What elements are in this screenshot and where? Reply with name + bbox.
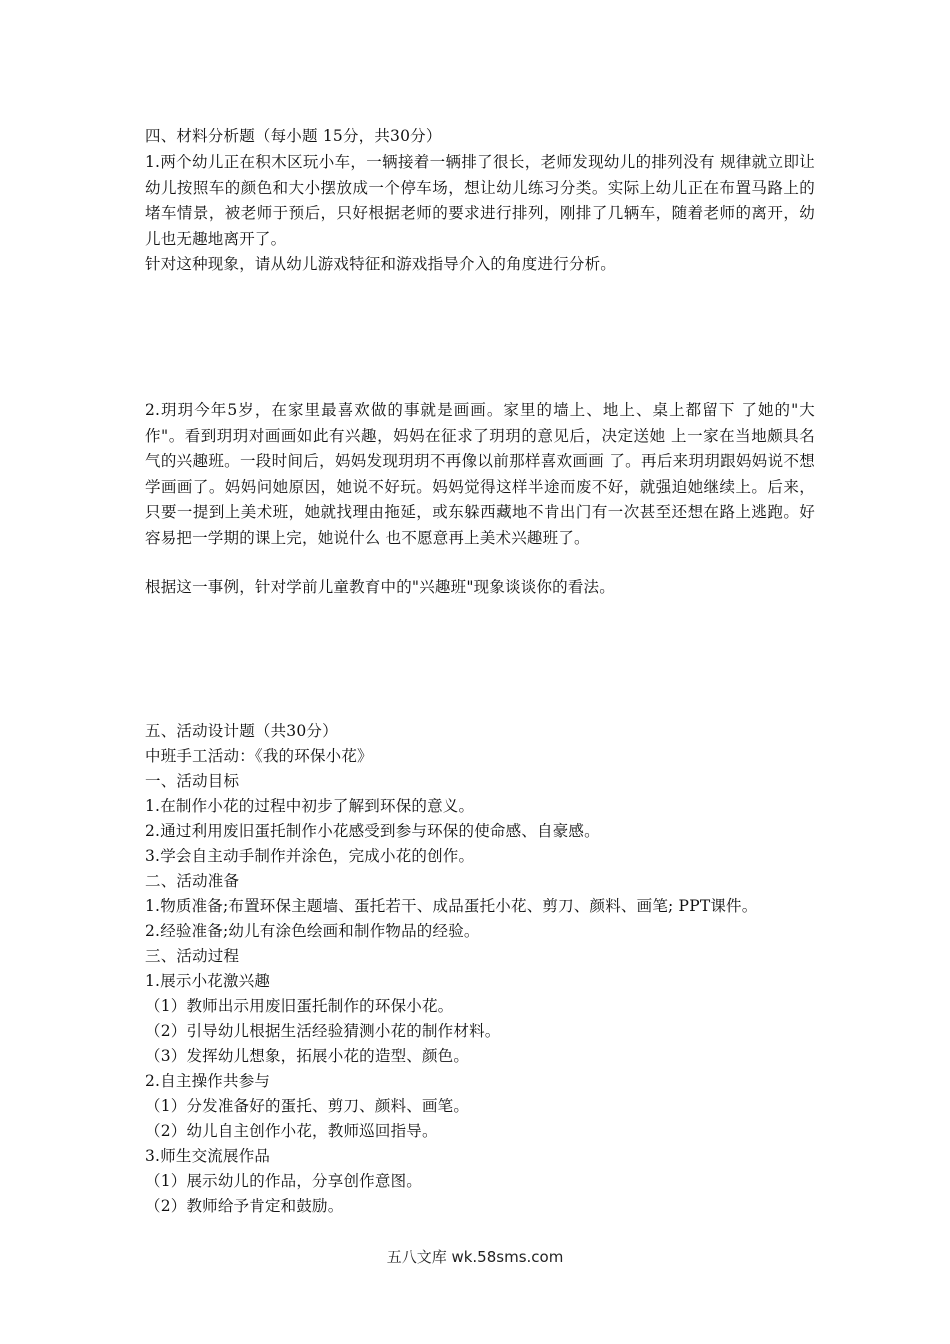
process-step: 1.展示小花激兴趣 [145, 972, 271, 990]
section-five [145, 719, 815, 1219]
preparation-item: 2.经验准备;幼儿有涂色绘画和制作物品的经验。 [145, 922, 480, 940]
question-two-text: 2.玥玥今年5岁，在家里最喜欢做的事就是画画。家里的墙上、地上、桌上都留下 了她的"大作"。看到玥玥对画画如此有兴趣，妈妈在征求了玥玥的意见后，决定送她 上一家在当地颇具名气的兴趣班。一段时间后，妈妈发现玥玥不再像以前那样喜欢画画 了。再后来玥玥跟妈妈说不想学画画了。妈妈问她原因，她说不好玩。妈妈觉得这样半途而废不好，就强迫她继续上。后来，只要一提到上美术班，她就找理由拖延，或东躲西藏地不肯出门有一次甚至还想在路上逃跑。好容易把一学期的课上完，她说什么 也不愿意再上美术兴趣班了。 [145, 401, 815, 547]
question-two-prompt: 根据这一事例，针对学前儿童教育中的"兴趣班"现象谈谈你的看法。 [145, 578, 615, 596]
activity-title: 中班手工活动：《我的环保小花》 [145, 747, 373, 765]
process-substep: （2）引导幼儿根据生活经验猜测小花的制作材料。 [145, 1022, 501, 1040]
process-substep: （3）发挥幼儿想象，拓展小花的造型、颜色。 [145, 1047, 470, 1065]
section-five-title: 五、活动设计题（共30分） [145, 722, 338, 740]
goal-item: 3.学会自主动手制作并涂色，完成小花的创作。 [145, 847, 475, 865]
process-substep: （1）分发准备好的蛋托、剪刀、颜料、画笔。 [145, 1097, 470, 1115]
section-four-title: 四、材料分析题（每小题 15分，共30分） [145, 127, 442, 145]
process-substep: （2）幼儿自主创作小花，教师巡回指导。 [145, 1122, 438, 1140]
question-one-prompt: 针对这种现象，请从幼儿游戏特征和游戏指导介入的角度进行分析。 [145, 255, 617, 273]
goal-item: 2.通过利用废旧蛋托制作小花感受到参与环保的使命感、自豪感。 [145, 822, 600, 840]
heading-preparation: 二、活动准备 [145, 872, 240, 890]
process-substep: （1）展示幼儿的作品，分享创作意图。 [145, 1172, 422, 1190]
footer-watermark: 五八文库 wk.58sms.com [386, 1248, 564, 1266]
preparation-item: 1.物质准备;布置环保主题墙、蛋托若干、成品蛋托小花、剪刀、颜料、画笔; PPT课件。 [145, 897, 758, 915]
goal-item: 1.在制作小花的过程中初步了解到环保的意义。 [145, 797, 475, 815]
question-one-text: 1.两个幼儿正在积木区玩小车，一辆接着一辆排了很长，老师发现幼儿的排列没有 规律就立即让幼儿按照车的颜色和大小摆放成一个停车场，想让幼儿练习分类。实际上幼儿正在布置马路上的堵车情景，被老师于预后，只好根据老师的要求进行排列，刚排了几辆车，随着老师的离开，幼儿也无趣地离开了。 [145, 153, 815, 248]
process-substep: （2）教师给予肯定和鼓励。 [145, 1197, 344, 1215]
process-step: 2.自主操作共参与 [145, 1072, 271, 1090]
process-step: 3.师生交流展作品 [145, 1147, 271, 1165]
heading-goals: 一、活动目标 [145, 772, 240, 790]
process-substep: （1）教师出示用废旧蛋托制作的环保小花。 [145, 997, 454, 1015]
heading-process: 三、活动过程 [145, 947, 240, 965]
